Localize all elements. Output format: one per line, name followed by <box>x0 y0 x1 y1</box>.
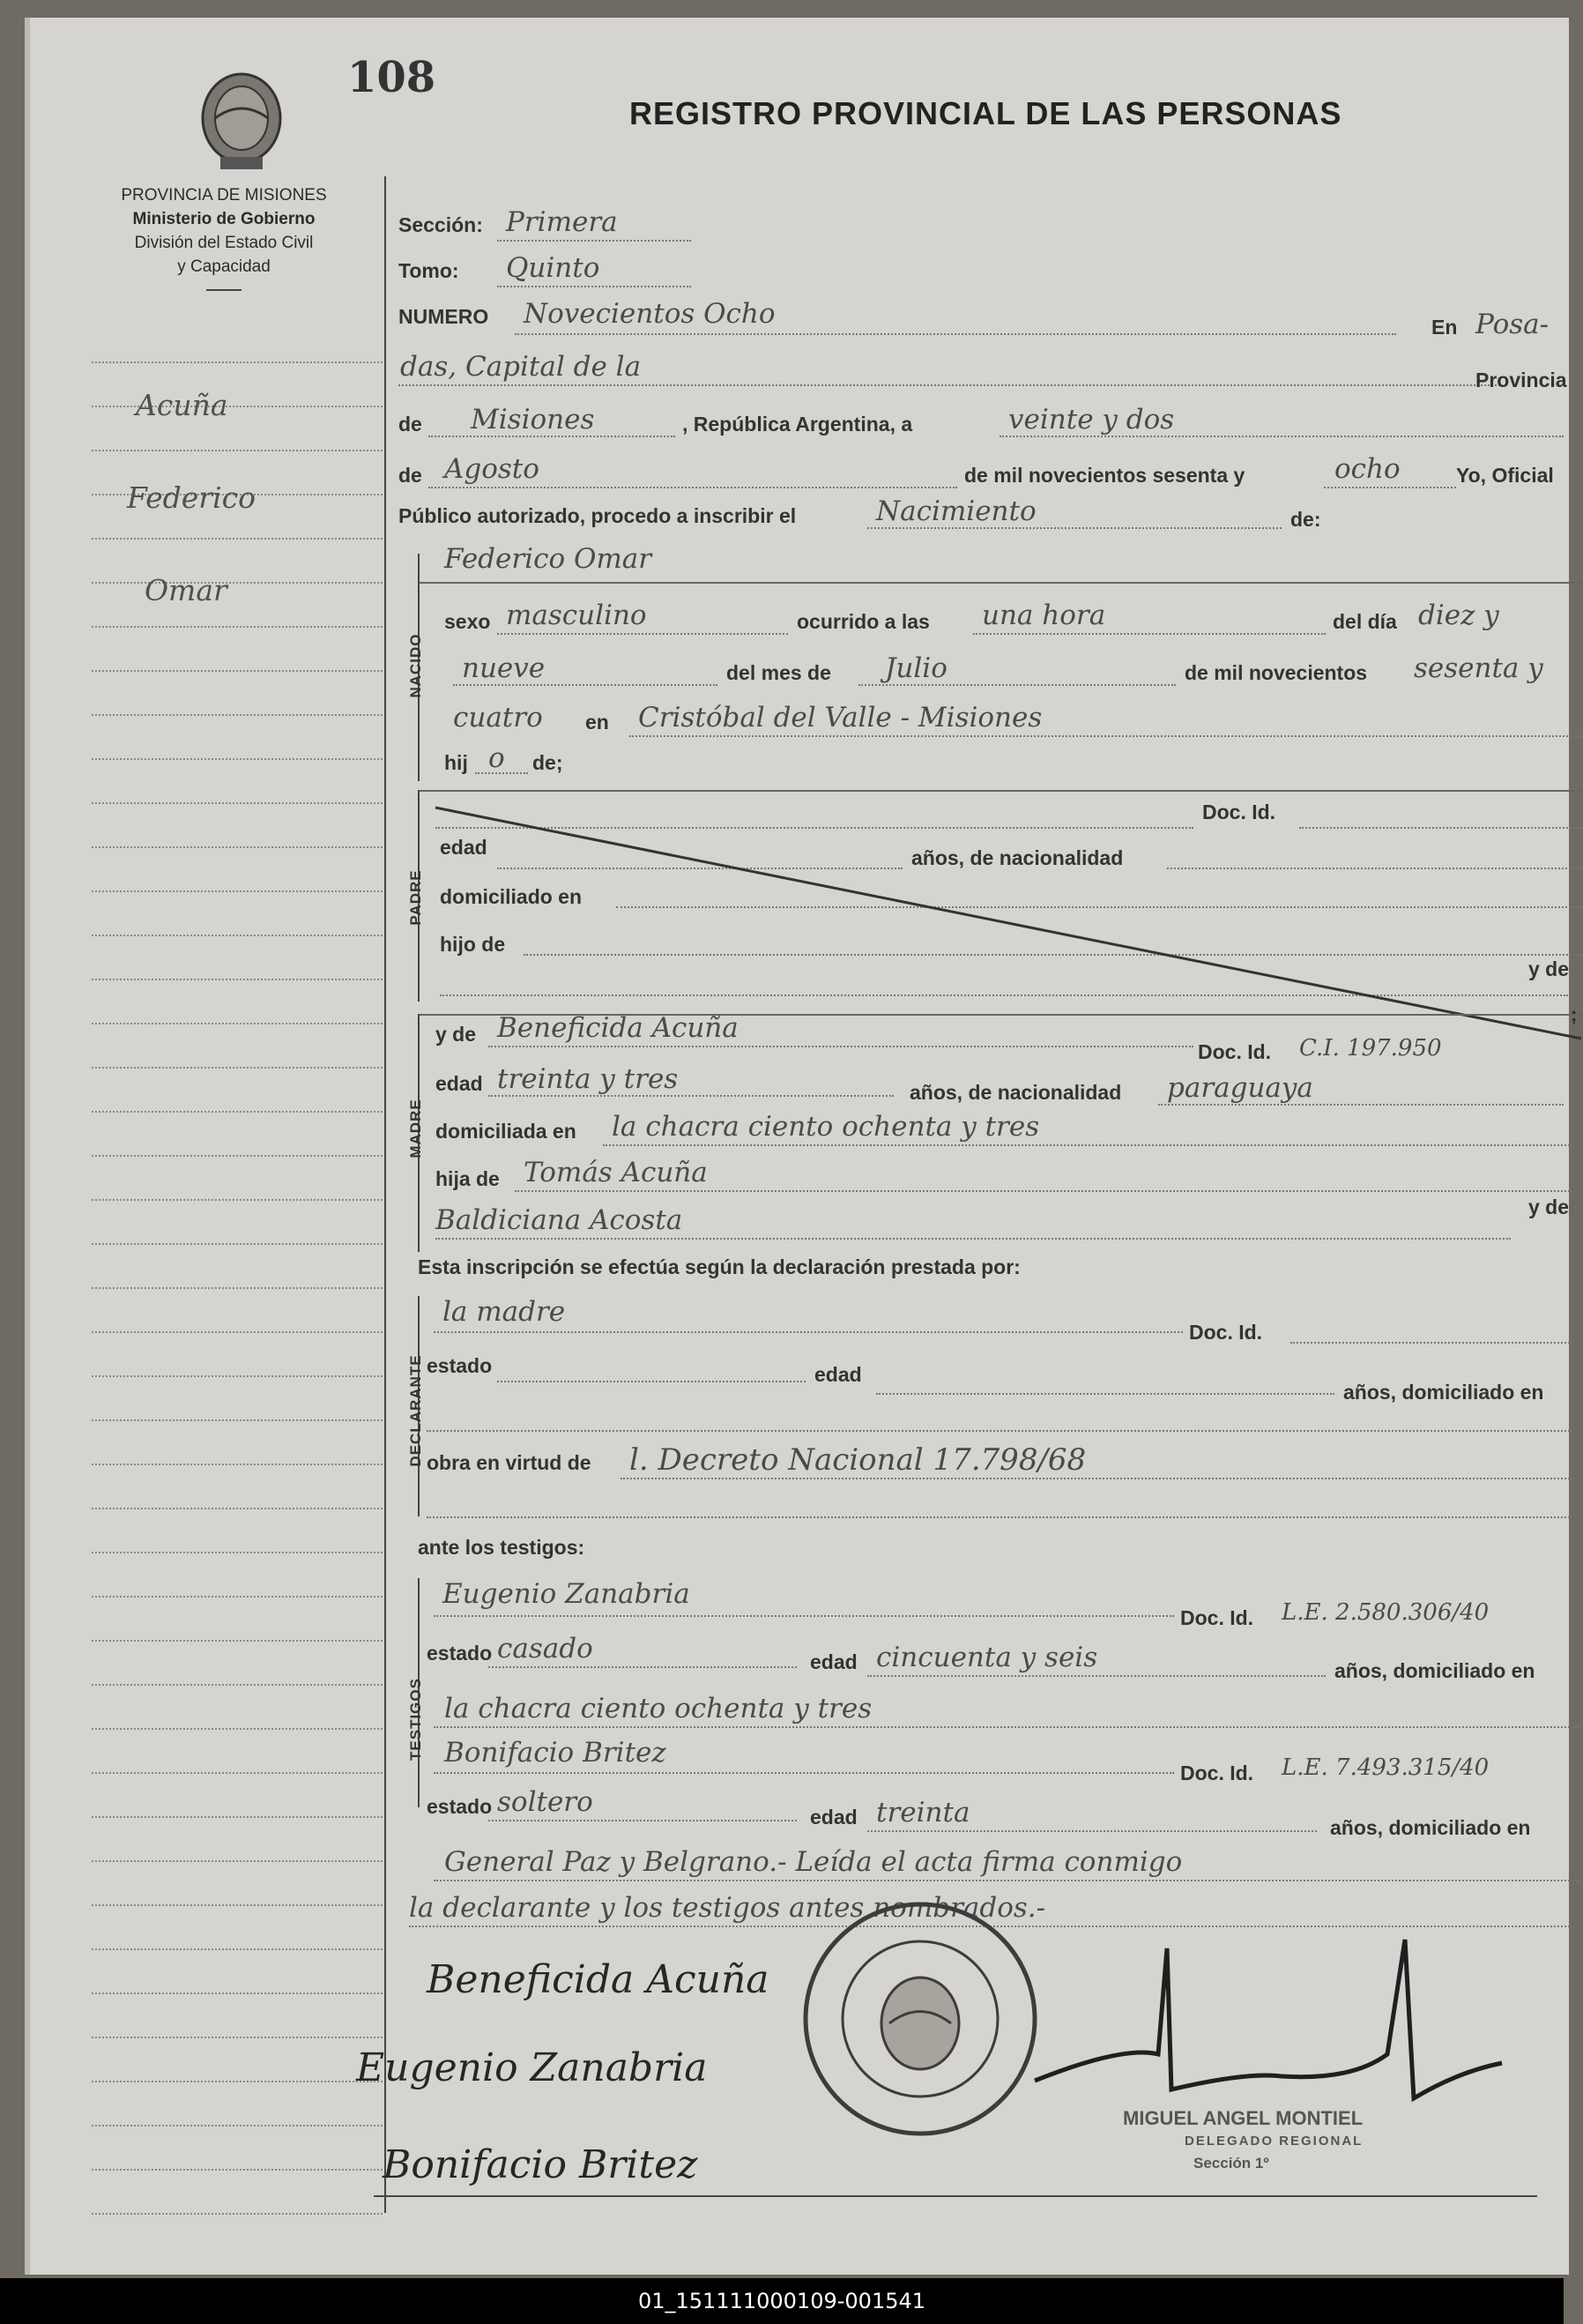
padre-hijo-label: hijo de <box>440 933 506 956</box>
nacido-section-label: NACIDO <box>407 633 424 698</box>
office-line-1: PROVINCIA DE MISIONES <box>121 186 327 205</box>
madre-edad-label: edad <box>435 1072 483 1095</box>
declarante-estado-label: estado <box>427 1354 493 1377</box>
t1-doc-label: Doc. Id. <box>1180 1606 1254 1629</box>
image-code-footer: 01_151111000109-001541 <box>0 2278 1564 2324</box>
official-section: Sección 1º <box>1193 2155 1269 2171</box>
padre-section-label: PADRE <box>407 869 424 926</box>
declarante-anios-label: años, domiciliado en <box>1343 1381 1544 1404</box>
dia-value-2: nueve <box>462 652 546 684</box>
t1-edad-value: cincuenta y seis <box>876 1642 1098 1673</box>
republica-label: , República Argentina, a <box>682 413 913 436</box>
padre-anios-label: años, de nacionalidad <box>911 846 1124 869</box>
official-seal <box>797 1896 1044 2142</box>
madre-name: Beneficida Acuña <box>497 1012 739 1044</box>
t1-doc-value: L.E. 2.580.306/40 <box>1282 1599 1490 1626</box>
madre-doc-value: C.I. 197.950 <box>1299 1035 1442 1061</box>
official-title: DELEGADO REGIONAL <box>1185 2134 1364 2149</box>
hora-value: una hora <box>982 600 1106 631</box>
anio-value: sesenta y <box>1414 652 1543 684</box>
t1-domicilio: la chacra ciento ochenta y tres <box>444 1693 873 1724</box>
tomo-label: Tomo: <box>398 259 459 282</box>
t1-anios-label: años, domiciliado en <box>1334 1659 1535 1682</box>
city-value: das, Capital de la <box>400 351 642 383</box>
lugar-value: Cristóbal del Valle - Misiones <box>638 702 1043 734</box>
seccion-label: Sección: <box>398 213 483 236</box>
padre-domicilio-label: domiciliado en <box>440 885 583 908</box>
t1-estado-label: estado <box>427 1642 493 1665</box>
t2-edad-label: edad <box>810 1806 858 1829</box>
year-value: ocho <box>1334 453 1401 485</box>
nacido-de-label: de; <box>532 751 563 774</box>
t2-edad-value: treinta <box>876 1797 970 1829</box>
sexo-label: sexo <box>444 610 491 633</box>
hij-label: hij <box>444 751 468 774</box>
madre-doc-label: Doc. Id. <box>1198 1040 1272 1063</box>
madre-padre-value: Tomás Acuña <box>524 1157 708 1188</box>
acto-value: Nacimiento <box>876 495 1037 527</box>
declarante-doc-label: Doc. Id. <box>1189 1321 1263 1344</box>
del-mes-label: del mes de <box>726 661 831 684</box>
declarante-section-label: DECLARANTE <box>407 1354 424 1467</box>
padre-edad-label: edad <box>440 836 487 859</box>
t2-doc-value: L.E. 7.493.315/40 <box>1282 1754 1490 1781</box>
madre-madre-value: Baldiciana Acosta <box>435 1204 683 1236</box>
declarante-name: la madre <box>442 1296 566 1328</box>
padre-y-de-label: y de <box>1528 957 1570 980</box>
sexo-value: masculino <box>506 600 647 631</box>
register-page <box>25 18 1569 2275</box>
numero-value: Novecientos Ocho <box>524 298 776 330</box>
ocurrido-label: ocurrido a las <box>797 610 930 633</box>
de3-label: de: <box>1290 508 1321 531</box>
t1-name: Eugenio Zanabria <box>442 1578 690 1610</box>
t2-anios-label: años, domiciliado en <box>1330 1816 1531 1839</box>
signature-testigo-1: Eugenio Zanabria <box>356 2045 708 2090</box>
de-label: de <box>398 413 422 436</box>
page-number: 108 <box>347 53 436 102</box>
provincia-value: Misiones <box>471 404 595 436</box>
madre-section-label: MADRE <box>407 1099 424 1158</box>
de2-label: de <box>398 464 422 487</box>
madre-domicilio-label: domiciliada en <box>435 1120 576 1143</box>
tomo-value: Quinto <box>506 252 600 284</box>
t2-doc-label: Doc. Id. <box>1180 1762 1254 1784</box>
declarante-obra-value: l. Decreto Nacional 17.798/68 <box>629 1442 1087 1478</box>
madre-nacionalidad-value: paraguaya <box>1167 1072 1313 1104</box>
provincial-crest-icon <box>189 63 294 178</box>
t2-domicilio: General Paz y Belgrano.- Leída el acta firma conmigo <box>444 1846 1183 1878</box>
nacido-en-label: en <box>585 711 609 734</box>
day-value: veinte y dos <box>1008 404 1175 436</box>
provincia-label: Provincia <box>1475 369 1567 391</box>
padre-cancel-line <box>435 808 1581 1039</box>
column-divider <box>384 176 386 2213</box>
declarante-obra-label: obra en virtud de <box>427 1451 591 1474</box>
office-line-4: y Capacidad <box>177 257 271 276</box>
office-line-2: Ministerio de Gobierno <box>132 210 316 228</box>
en-value: Posa- <box>1475 309 1550 340</box>
declarante-edad-label: edad <box>814 1363 862 1386</box>
t1-estado-value: casado <box>497 1633 593 1665</box>
en-label: En <box>1431 316 1458 339</box>
official-name: MIGUEL ANGEL MONTIEL <box>1123 2107 1364 2129</box>
t2-name: Bonifacio Britez <box>444 1737 666 1769</box>
month-value: Agosto <box>444 453 539 485</box>
hij-value: o <box>488 742 505 774</box>
margin-surname: Acuña <box>136 388 228 422</box>
madre-y-de-label: y de <box>435 1023 477 1046</box>
margin-first-name: Federico <box>127 480 256 515</box>
office-block <box>118 183 330 291</box>
year-label: de mil novecientos sesenta y <box>964 464 1245 487</box>
signature-madre: Beneficida Acuña <box>427 1957 769 2002</box>
declarante-intro: Esta inscripción se efectúa según la declaración prestada por: <box>418 1255 1021 1278</box>
yo-label: Yo, Oficial <box>1456 464 1554 487</box>
madre-y-de-label-2: y de <box>1528 1196 1570 1218</box>
publico-label: Público autorizado, procedo a inscribir el <box>398 504 797 527</box>
del-dia-label: del día <box>1333 610 1397 633</box>
page-title: REGISTRO PROVINCIAL DE LAS PERSONAS <box>629 95 1342 131</box>
closing-text: la declarante y los testigos antes nombrados.- <box>409 1892 1046 1924</box>
anio-value-2: cuatro <box>453 702 543 734</box>
nacido-name: Federico Omar <box>444 543 652 575</box>
t1-edad-label: edad <box>810 1650 858 1673</box>
t2-estado-label: estado <box>427 1795 493 1818</box>
madre-edad-value: treinta y tres <box>497 1063 679 1095</box>
madre-hija-label: hija de <box>435 1167 500 1190</box>
seccion-value: Primera <box>506 206 618 238</box>
testigos-section-label: TESTIGOS <box>407 1678 424 1761</box>
margin-second-name: Omar <box>145 573 227 607</box>
madre-domicilio-value: la chacra ciento ochenta y tres <box>612 1111 1040 1143</box>
padre-doc-label: Doc. Id. <box>1202 801 1276 823</box>
signature-testigo-2: Bonifacio Britez <box>383 2142 698 2187</box>
madre-anios-label: años, de nacionalidad <box>910 1081 1122 1104</box>
mil-label: de mil novecientos <box>1185 661 1368 684</box>
t2-estado-value: soltero <box>497 1786 593 1818</box>
dia-value: diez y <box>1418 600 1499 631</box>
numero-label: NUMERO <box>398 305 489 328</box>
testigos-intro: ante los testigos: <box>418 1536 585 1559</box>
official-signature <box>1017 1922 1511 2169</box>
office-line-3: División del Estado Civil <box>134 234 314 252</box>
mes-value: Julio <box>885 652 948 684</box>
